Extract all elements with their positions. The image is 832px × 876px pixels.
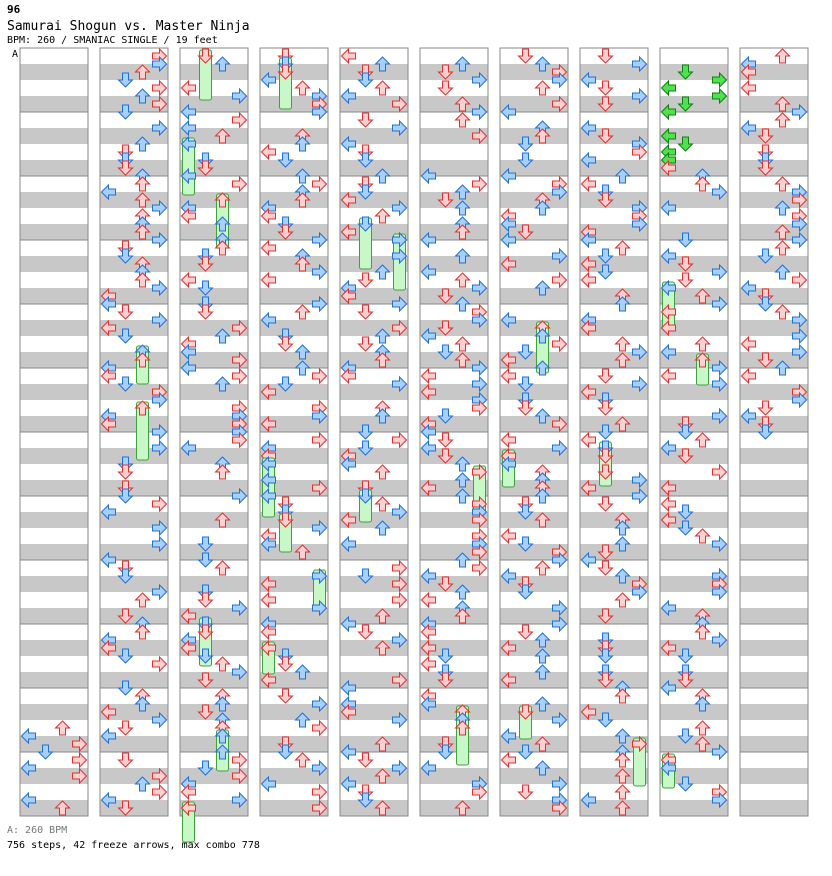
stripe-row	[500, 288, 568, 304]
song-title: Samurai Shogun vs. Master Ninja	[7, 19, 250, 34]
stripe-row	[20, 160, 88, 176]
stripe-row	[20, 576, 88, 592]
stripe-row	[20, 288, 88, 304]
stripe-row	[340, 160, 408, 176]
stripe-row	[740, 800, 808, 816]
stripe-row	[20, 96, 88, 112]
stripe-row	[260, 128, 328, 144]
stripe-row	[20, 672, 88, 688]
stripe-row	[340, 416, 408, 432]
stripe-row	[580, 672, 648, 688]
stripe-row	[500, 512, 568, 528]
stripe-row	[20, 128, 88, 144]
stripe-row	[740, 640, 808, 656]
stripe-row	[740, 768, 808, 784]
stripe-row	[180, 704, 248, 720]
stripe-row	[740, 672, 808, 688]
stripe-row	[740, 736, 808, 752]
stripe-row	[580, 608, 648, 624]
stripe-row	[580, 640, 648, 656]
chart-number: 96	[7, 3, 21, 16]
stripe-row	[100, 672, 168, 688]
stripe-row	[740, 608, 808, 624]
stripe-row	[20, 224, 88, 240]
stripe-row	[580, 512, 648, 528]
stripe-row	[180, 576, 248, 592]
chart-info: BPM: 260 / SMANIAC SINGLE / 19 feet	[7, 35, 218, 46]
stripe-row	[20, 544, 88, 560]
stripe-row	[180, 384, 248, 400]
bpm-summary: A: 260 BPM	[7, 825, 68, 836]
stripe-row	[180, 544, 248, 560]
stripe-row	[260, 736, 328, 752]
stripe-row	[740, 256, 808, 272]
stripe-row	[420, 672, 488, 688]
stripe-row	[340, 800, 408, 816]
stripe-row	[20, 512, 88, 528]
stripe-row	[100, 256, 168, 272]
stripe-row	[100, 608, 168, 624]
stripe-row	[580, 448, 648, 464]
stripe-row	[20, 416, 88, 432]
stripe-row	[180, 224, 248, 240]
stripe-row	[180, 736, 248, 752]
stripe-row	[20, 192, 88, 208]
stripe-row	[180, 512, 248, 528]
stripe-row	[20, 384, 88, 400]
stripe-row	[20, 320, 88, 336]
stripe-row	[580, 288, 648, 304]
stripe-row	[740, 512, 808, 528]
stripe-row	[100, 160, 168, 176]
stripe-row	[180, 288, 248, 304]
stripe-row	[420, 800, 488, 816]
stripe-row	[20, 256, 88, 272]
stripe-row	[740, 448, 808, 464]
stripe-row	[180, 64, 248, 80]
stripe-row	[580, 416, 648, 432]
stripe-row	[180, 256, 248, 272]
step-summary: 756 steps, 42 freeze arrows, max combo 778	[7, 840, 260, 851]
stripe-row	[740, 576, 808, 592]
stripe-row	[260, 160, 328, 176]
stripe-row	[20, 480, 88, 496]
stripe-row	[740, 160, 808, 176]
stripe-row	[340, 480, 408, 496]
stripe-row	[740, 544, 808, 560]
stripe-row	[420, 192, 488, 208]
stripe-row	[20, 448, 88, 464]
stripe-row	[20, 64, 88, 80]
stripe-row	[100, 480, 168, 496]
stripe-row	[340, 64, 408, 80]
stripe-row	[20, 640, 88, 656]
stripe-row	[20, 704, 88, 720]
stripe-row	[660, 224, 728, 240]
stripe-row	[260, 352, 328, 368]
stripe-row	[500, 128, 568, 144]
section-marker: A	[12, 49, 19, 60]
stripe-row	[420, 736, 488, 752]
stripe-row	[740, 704, 808, 720]
stripe-row	[20, 352, 88, 368]
stripe-row	[660, 704, 728, 720]
stripe-row	[500, 384, 568, 400]
stripe-row	[20, 608, 88, 624]
stripe-row	[740, 480, 808, 496]
